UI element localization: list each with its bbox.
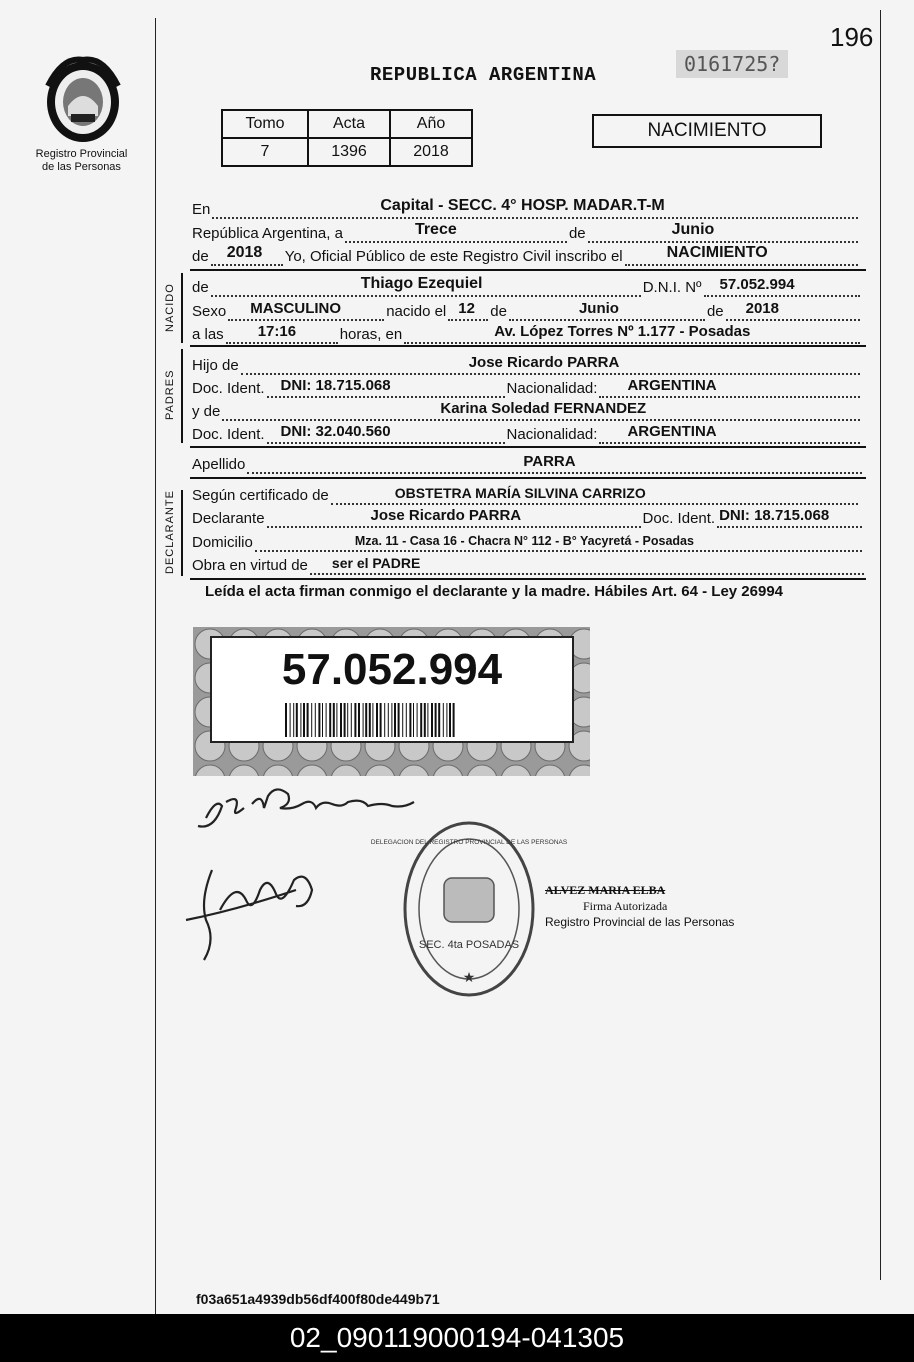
officer-role: Firma Autorizada — [583, 899, 668, 913]
value-child-dni: 57.052.994 — [719, 276, 795, 293]
field-certificado — [331, 483, 858, 505]
nacido-bracket — [181, 273, 183, 343]
barcode-bar — [438, 703, 440, 737]
barcode-bar — [307, 703, 309, 737]
barcode-bar — [380, 703, 382, 737]
registry-caption-line2: de las Personas — [42, 161, 121, 173]
barcode-bar — [333, 703, 335, 737]
row-place — [192, 197, 860, 219]
field-birth-month — [509, 299, 705, 321]
field-mother-name — [222, 399, 860, 421]
barcode-bar — [406, 703, 407, 737]
document-title: REPUBLICA ARGENTINA — [370, 64, 597, 86]
label-declarante-doc: Doc. Ident. — [642, 510, 716, 527]
row-mother-name — [192, 399, 862, 421]
field-day — [345, 221, 567, 243]
value-father-nationality: ARGENTINA — [627, 377, 717, 394]
file-code-bar: 02_090119000194-041305 — [0, 1314, 914, 1362]
barcode-bar — [417, 703, 418, 737]
field-birth-year — [726, 299, 860, 321]
official-stamp — [370, 818, 568, 1000]
barcode-bar — [435, 703, 437, 737]
barcode-bar — [394, 703, 396, 737]
stamp-crest-icon — [444, 878, 494, 922]
divider-declarante-bottom — [190, 578, 866, 580]
barcode-bar — [285, 703, 287, 737]
barcode-bar — [290, 703, 291, 737]
officer-registry: Registro Provincial de las Personas — [545, 915, 735, 929]
barcode-bar — [296, 703, 298, 737]
barcode-bar — [351, 703, 352, 737]
barcode-bar — [358, 703, 360, 737]
divider-apellido-top — [190, 446, 866, 448]
row-date — [192, 221, 860, 243]
value-father-name: Jose Ricardo PARRA — [468, 354, 620, 371]
value-year: 2018 — [226, 244, 263, 261]
barcode-bar — [322, 703, 323, 737]
value-day: Trece — [414, 221, 457, 238]
barcode-bar — [446, 703, 447, 737]
field-birth-address — [404, 322, 860, 344]
barcode-bar — [449, 703, 451, 737]
barcode-bar — [303, 703, 305, 737]
province-crest-icon — [38, 56, 128, 148]
barcode-bar — [413, 703, 414, 737]
register-header-row — [222, 110, 472, 138]
label-de-birth-year: de — [706, 303, 724, 320]
barcode-bar — [365, 703, 367, 737]
field-year — [211, 244, 283, 266]
page-right-border — [880, 10, 881, 1280]
value-obra: ser el PADRE — [331, 555, 421, 571]
authorized-signature-block — [545, 882, 734, 930]
registry-caption-line1: Registro Provincial — [35, 148, 128, 160]
barcode-bar — [369, 703, 371, 737]
label-de-year: de — [192, 248, 209, 265]
label-certificado: Según certificado de — [192, 487, 329, 504]
row-mother-doc — [192, 422, 862, 444]
barcode-bar — [354, 703, 356, 737]
value-certificado: OBSTETRA MARÍA SILVINA CARRIZO — [394, 485, 646, 501]
value-birth-year: 2018 — [745, 300, 779, 317]
officer-name: ALVEZ MARIA ELBA — [545, 883, 666, 897]
field-sexo — [228, 299, 384, 321]
divider-padres-top — [190, 345, 866, 347]
stamp-sub: SEC. 4ta POSADAS — [418, 939, 520, 951]
field-father-doc — [267, 376, 505, 398]
label-declarante: Declarante — [192, 510, 265, 527]
register-value-row — [222, 138, 472, 166]
page-number: 196 — [830, 22, 874, 52]
barcode-bar — [372, 703, 373, 737]
barcode-bar — [293, 703, 294, 737]
label-apellido: Apellido — [192, 456, 246, 473]
barcode-bar — [326, 703, 327, 737]
value-mother-doc: DNI: 32.040.560 — [280, 423, 391, 440]
row-year — [192, 244, 860, 266]
row-time-place — [192, 322, 862, 344]
value-birth-day: 12 — [458, 300, 475, 317]
divider-declarante-top — [190, 477, 866, 479]
field-declarante-name — [267, 506, 641, 528]
register-header-ano: Año — [390, 110, 472, 138]
barcode-bar — [376, 703, 378, 737]
row-certificado — [192, 483, 860, 505]
label-father-doc: Doc. Ident. — [192, 380, 265, 397]
label-sexo: Sexo — [192, 303, 227, 320]
barcode-bar — [409, 703, 411, 737]
value-apellido: PARRA — [523, 453, 576, 470]
field-time — [226, 322, 338, 344]
dni-barcode-block — [193, 627, 590, 776]
label-hijo-de: Hijo de — [192, 357, 239, 374]
label-nacido-el: nacido el — [386, 303, 447, 320]
barcode-bar — [300, 703, 301, 737]
barcode-bar — [398, 703, 400, 737]
value-father-doc: DNI: 18.715.068 — [280, 377, 391, 394]
field-obra — [310, 553, 864, 575]
divider-nacido-top — [190, 269, 866, 271]
barcode-bar — [402, 703, 403, 737]
declarante-bracket — [181, 490, 183, 576]
value-declarante-name: Jose Ricardo PARRA — [370, 507, 522, 524]
field-birth-day — [448, 299, 488, 321]
row-child-name — [192, 275, 862, 297]
label-en: En — [192, 201, 211, 218]
value-domicilio: Mza. 11 - Casa 16 - Chacra N° 112 - B° Yacyretá - Posadas — [354, 534, 694, 548]
barcode-bar — [336, 703, 337, 737]
label-republica: República Argentina, a — [192, 225, 343, 242]
register-value-tomo: 7 — [222, 138, 308, 166]
barcode-bar — [431, 703, 433, 737]
barcode-bar — [384, 703, 385, 737]
register-header-tomo: Tomo — [222, 110, 308, 138]
act-type-box: NACIMIENTO — [592, 114, 822, 148]
barcode-bar — [420, 703, 422, 737]
row-sex-birth — [192, 299, 862, 321]
registry-caption — [24, 148, 139, 174]
label-de-birth-month: de — [490, 303, 507, 320]
label-y-de: y de — [192, 403, 221, 420]
field-father-nationality — [599, 376, 860, 398]
label-de-child: de — [192, 279, 209, 296]
barcode-bar — [315, 703, 316, 737]
officer-signature — [176, 850, 326, 975]
value-sexo: MASCULINO — [250, 300, 342, 317]
register-value-acta: 1396 — [308, 138, 390, 166]
section-label-padres: PADRES — [164, 369, 176, 420]
barcode-bar — [443, 703, 444, 737]
label-horas-en: horas, en — [339, 326, 403, 343]
value-mother-name: Karina Soledad FERNANDEZ — [440, 400, 647, 417]
value-event: NACIMIENTO — [666, 244, 768, 261]
label-mother-doc: Doc. Ident. — [192, 426, 265, 443]
barcode-bar — [363, 703, 364, 737]
register-table — [221, 109, 473, 167]
label-domicilio: Domicilio — [192, 534, 253, 551]
field-father-name — [241, 353, 860, 375]
field-child-dni — [704, 275, 860, 297]
row-father-name — [192, 353, 862, 375]
field-declarante-doc — [717, 506, 862, 528]
barcode-bar — [318, 703, 320, 737]
serial-number: 0161725? — [676, 50, 788, 78]
label-father-nationality: Nacionalidad: — [506, 380, 598, 397]
value-declarante-doc: DNI: 18.715.068 — [719, 507, 830, 524]
value-month: Junio — [671, 221, 715, 238]
label-mother-nationality: Nacionalidad: — [506, 426, 598, 443]
label-officer: Yo, Oficial Público de este Registro Civil inscribo el — [284, 248, 623, 265]
dni-number: 57.052.994 — [281, 645, 503, 694]
field-event — [625, 244, 858, 266]
field-place — [212, 197, 858, 219]
barcode-bar — [347, 703, 348, 737]
barcode-bar — [329, 703, 331, 737]
page-left-border — [155, 18, 156, 1318]
field-child-name — [211, 275, 641, 297]
register-value-ano: 2018 — [390, 138, 472, 166]
section-label-declarante: DECLARANTE — [164, 490, 176, 574]
value-mother-nationality: ARGENTINA — [627, 423, 717, 440]
field-domicilio — [255, 530, 862, 552]
field-apellido — [247, 452, 862, 474]
value-place: Capital - SECC. 4° HOSP. MADAR.T-M — [380, 197, 665, 214]
barcode-bar — [388, 703, 389, 737]
closing-text: Leída el acta firman conmigo el declarante y la madre. Hábiles Art. 64 - Ley 26994 — [205, 583, 784, 600]
padres-bracket — [181, 349, 183, 443]
row-declarante — [192, 506, 864, 528]
label-dni: D.N.I. Nº — [642, 279, 702, 296]
barcode-bar — [453, 703, 455, 737]
register-header-acta: Acta — [308, 110, 390, 138]
stamp-text: DELEGACION DEL REGISTRO PROVINCIAL DE LAS PERSONAS — [370, 839, 568, 846]
barcode-bar — [427, 703, 428, 737]
stamp-star-icon: ★ — [462, 969, 476, 985]
value-child-name: Thiago Ezequiel — [360, 275, 483, 292]
value-birth-address: Av. López Torres Nº 1.177 - Posadas — [494, 323, 751, 340]
label-obra: Obra en virtud de — [192, 557, 308, 574]
row-apellido — [192, 452, 864, 474]
value-time: 17:16 — [257, 323, 297, 340]
declarant-signature — [192, 778, 422, 834]
section-label-nacido: NACIDO — [164, 283, 176, 332]
field-month — [588, 221, 858, 243]
barcode-bar — [344, 703, 346, 737]
barcode-bar — [311, 703, 312, 737]
barcode-bar — [340, 703, 342, 737]
row-obra — [192, 553, 866, 575]
row-father-doc — [192, 376, 862, 398]
field-mother-doc — [267, 422, 505, 444]
label-de-month: de — [568, 225, 586, 242]
label-a-las: a las — [192, 326, 224, 343]
field-mother-nationality — [599, 422, 860, 444]
value-birth-month: Junio — [578, 300, 619, 317]
barcode-bar — [391, 703, 392, 737]
footer-hash: f03a651a4939db56df400f80de449b71 — [196, 1291, 440, 1307]
row-domicilio — [192, 530, 864, 552]
barcode-bar — [424, 703, 426, 737]
